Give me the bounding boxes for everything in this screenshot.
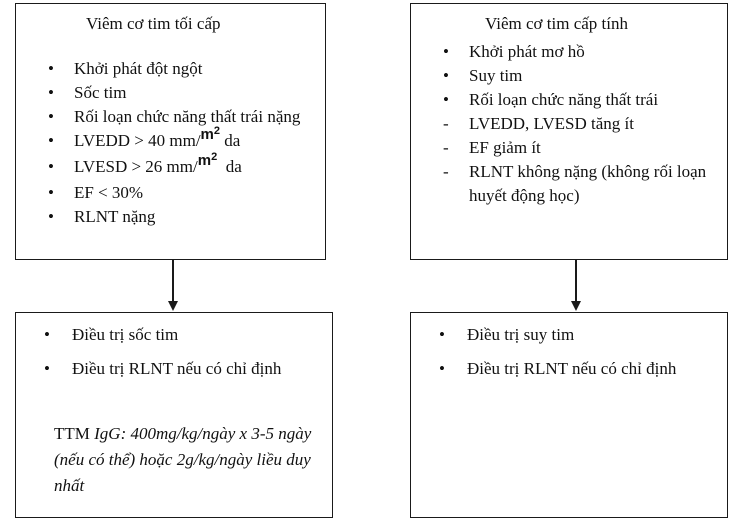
list-item: • EF < 30% bbox=[38, 181, 318, 205]
bullet-icon bbox=[48, 81, 64, 105]
dash-icon bbox=[443, 136, 459, 160]
list-item: • Điều trị RLNT nếu có chỉ định bbox=[411, 357, 711, 381]
left-arrow-line bbox=[172, 260, 174, 302]
list-item: • Điều trị suy tim bbox=[411, 323, 711, 347]
bullet-icon bbox=[48, 155, 64, 179]
right-arrow-line bbox=[575, 260, 577, 302]
fulminant-treatment-list bbox=[16, 323, 316, 391]
bullet-icon bbox=[44, 357, 50, 381]
fulminant-title: Viêm cơ tim tối cấp bbox=[86, 14, 221, 33]
dash-icon bbox=[443, 112, 459, 136]
bullet-icon bbox=[48, 181, 64, 205]
list-item: - LVEDD, LVESD tăng ít bbox=[433, 112, 723, 136]
left-arrow-head-icon bbox=[168, 301, 178, 311]
list-item: • Điều trị sốc tim bbox=[16, 323, 316, 347]
bullet-icon bbox=[48, 129, 64, 153]
list-item: • Khởi phát đột ngột bbox=[38, 57, 318, 81]
acute-title: Viêm cơ tim cấp tính bbox=[485, 14, 628, 33]
list-item: - RLNT không nặng (không rối loạn huyết động học) bbox=[433, 160, 723, 208]
bullet-icon bbox=[48, 105, 64, 129]
bullet-icon bbox=[48, 205, 64, 229]
list-item: • Sốc tim bbox=[38, 81, 318, 105]
fulminant-treatment-box bbox=[15, 312, 333, 518]
right-arrow-head-icon bbox=[571, 301, 581, 311]
list-item: • LVESD > 26 mm/$^{m^2}$ da bbox=[38, 155, 318, 181]
fulminant-criteria-list bbox=[38, 57, 318, 229]
ivig-note: TTM IgG: 400mg/kg/ngày x 3-5 ngày (nếu có thể) hoặc 2g/kg/ngày liều duy nhất bbox=[54, 424, 312, 495]
acute-criteria-list bbox=[433, 40, 723, 208]
list-item: • LVEDD > 40 mm/$^{m^2}$ da bbox=[38, 129, 318, 155]
bullet-icon bbox=[443, 40, 459, 64]
list-item: • Suy tim bbox=[433, 64, 723, 88]
bullet-icon bbox=[439, 323, 445, 347]
list-item: • Điều trị RLNT nếu có chỉ định bbox=[16, 357, 316, 381]
bullet-icon bbox=[48, 57, 64, 81]
bullet-icon bbox=[439, 357, 445, 381]
unit-m: m2 bbox=[200, 125, 221, 143]
acute-treatment-list bbox=[411, 323, 711, 391]
bullet-icon bbox=[443, 88, 459, 112]
fulminant-myocarditis-box bbox=[15, 3, 326, 260]
list-item: • Khởi phát mơ hồ bbox=[433, 40, 723, 64]
acute-myocarditis-box bbox=[410, 3, 728, 260]
bullet-icon bbox=[44, 323, 50, 347]
list-item: • Rối loạn chức năng thất trái bbox=[433, 88, 723, 112]
list-item: • Rối loạn chức năng thất trái nặng bbox=[38, 105, 318, 129]
list-item: • RLNT nặng bbox=[38, 205, 318, 229]
bullet-icon bbox=[443, 64, 459, 88]
acute-treatment-box bbox=[410, 312, 728, 518]
unit-m: m2 bbox=[197, 151, 218, 169]
dash-icon bbox=[443, 160, 459, 184]
list-item: - EF giảm ít bbox=[433, 136, 723, 160]
